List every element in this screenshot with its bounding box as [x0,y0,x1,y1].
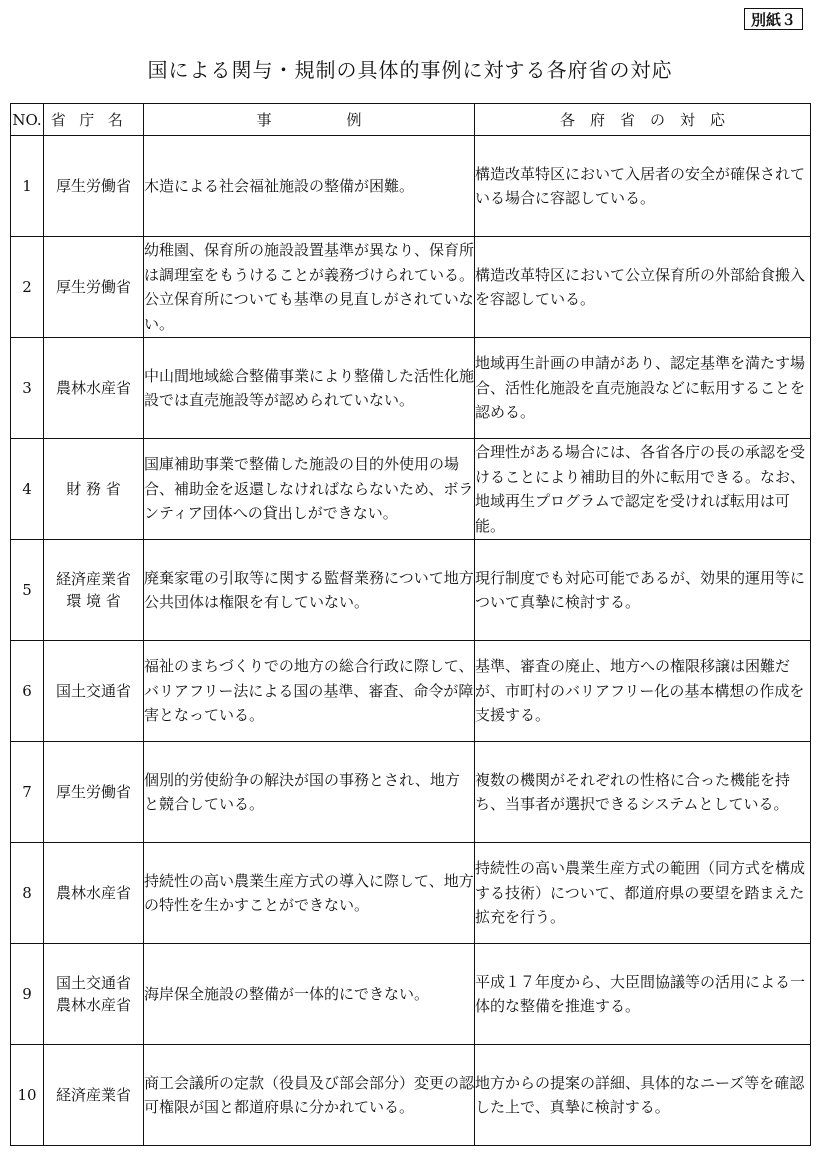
row-number: 3 [11,338,44,439]
page-title: 国による関与・規制の具体的事例に対する各府省の対応 [147,58,673,82]
ministry-cell [44,136,144,237]
case-text: 幼稚園、保育所の施設設置基準が異なり、保育所は調理室をもうけることが義務づけられている。公立保育所についても基準の見直しがされていない。 [144,237,475,338]
table-row [11,338,811,439]
case-text: 商工会議所の定款（役員及び部会部分）変更の認可権限が国と都道府県に分かれている。 [144,1045,475,1146]
row-number: 7 [11,742,44,843]
row-number: 2 [11,237,44,338]
ministry-name: 農林水産省 [55,379,131,397]
table-row [11,136,811,237]
ministry-name: 農林水産省 [55,884,131,902]
ministry-name: 国土交通省 [55,682,131,700]
ministry-cell [44,641,144,742]
row-number: 8 [11,843,44,944]
ministry-name: 農林水産省 [55,996,131,1014]
attachment-label: 別紙３ [744,8,803,30]
header-case: 事 例 [144,104,475,136]
ministry-cell [44,237,144,338]
header-response: 各 府 省 の 対 応 [475,104,811,136]
ministry-name: 厚生労働省 [55,783,131,801]
row-number: 9 [11,944,44,1045]
ministry-cell [44,843,144,944]
row-number: 5 [11,540,44,641]
response-text: 構造改革特区において入居者の安全が確保されている場合に容認している。 [475,136,811,237]
case-text: 福祉のまちづくりでの地方の総合行政に際して、バリアフリー法による国の基準、審査、命令が障害となっている。 [144,641,475,742]
table-header-row [11,104,811,136]
table-row [11,742,811,843]
ministry-name: 国土交通省 [55,974,131,992]
response-text: 平成１７年度から、大臣間協議等の活用による一体的な整備を推進する。 [475,944,811,1045]
case-text: 持続性の高い農業生産方式の導入に際して、地方の特性を生かすことができない。 [144,843,475,944]
ministry-name: 財 務 省 [66,480,121,498]
ministry-cell [44,944,144,1045]
ministry-cell [44,540,144,641]
row-number: 6 [11,641,44,742]
ministry-name: 経済産業省 [55,570,131,588]
table-row [11,237,811,338]
ministry-name: 厚生労働省 [55,278,131,296]
response-text: 持続性の高い農業生産方式の範囲（同方式を構成する技術）について、都道府県の要望を踏まえた拡充を行う。 [475,843,811,944]
ministry-cell [44,742,144,843]
ministry-cell [44,439,144,540]
case-text: 国庫補助事業で整備した施設の目的外使用の場合、補助金を返還しなければならないため、ボランティア団体への貸出しができない。 [144,439,475,540]
response-text: 複数の機関がそれぞれの性格に合った機能を持ち、当事者が選択できるシステムとしている。 [475,742,811,843]
row-number: 10 [11,1045,44,1146]
case-text: 廃棄家電の引取等に関する監督業務について地方公共団体は権限を有していない。 [144,540,475,641]
row-number: 1 [11,136,44,237]
case-text: 個別的労使紛争の解決が国の事務とされ、地方と競合している。 [144,742,475,843]
ministry-cell [44,338,144,439]
table-row [11,439,811,540]
row-number: 4 [11,439,44,540]
cases-table [10,103,811,1146]
response-text: 合理性がある場合には、各省各庁の長の承認を受けることにより補助目的外に転用できる。なお、地域再生プログラムで認定を受ければ転用は可能。 [475,439,811,540]
table-row [11,1045,811,1146]
case-text: 中山間地域総合整備事業により整備した活性化施設では直売施設等が認められていない。 [144,338,475,439]
header-ministry: 省庁名 [44,104,144,136]
ministry-name: 厚生労働省 [55,177,131,195]
table-row [11,843,811,944]
response-text: 地域再生計画の申請があり、認定基準を満たす場合、活性化施設を直売施設などに転用することを認める。 [475,338,811,439]
ministry-name: 経済産業省 [55,1086,131,1104]
response-text: 基準、審査の廃止、地方への権限移譲は困難だが、市町村のバリアフリー化の基本構想の作成を支援する。 [475,641,811,742]
case-text: 木造による社会福祉施設の整備が困難。 [144,136,475,237]
case-text: 海岸保全施設の整備が一体的にできない。 [144,944,475,1045]
table-row [11,944,811,1045]
response-text: 現行制度でも対応可能であるが、効果的運用等について真摯に検討する。 [475,540,811,641]
ministry-name: 環 境 省 [66,592,121,610]
table-body [11,136,811,1146]
header-no: NO. [11,104,44,136]
table-row [11,540,811,641]
response-text: 地方からの提案の詳細、具体的なニーズ等を確認した上で、真摯に検討する。 [475,1045,811,1146]
table-row [11,641,811,742]
ministry-cell [44,1045,144,1146]
response-text: 構造改革特区において公立保育所の外部給食搬入を容認している。 [475,237,811,338]
